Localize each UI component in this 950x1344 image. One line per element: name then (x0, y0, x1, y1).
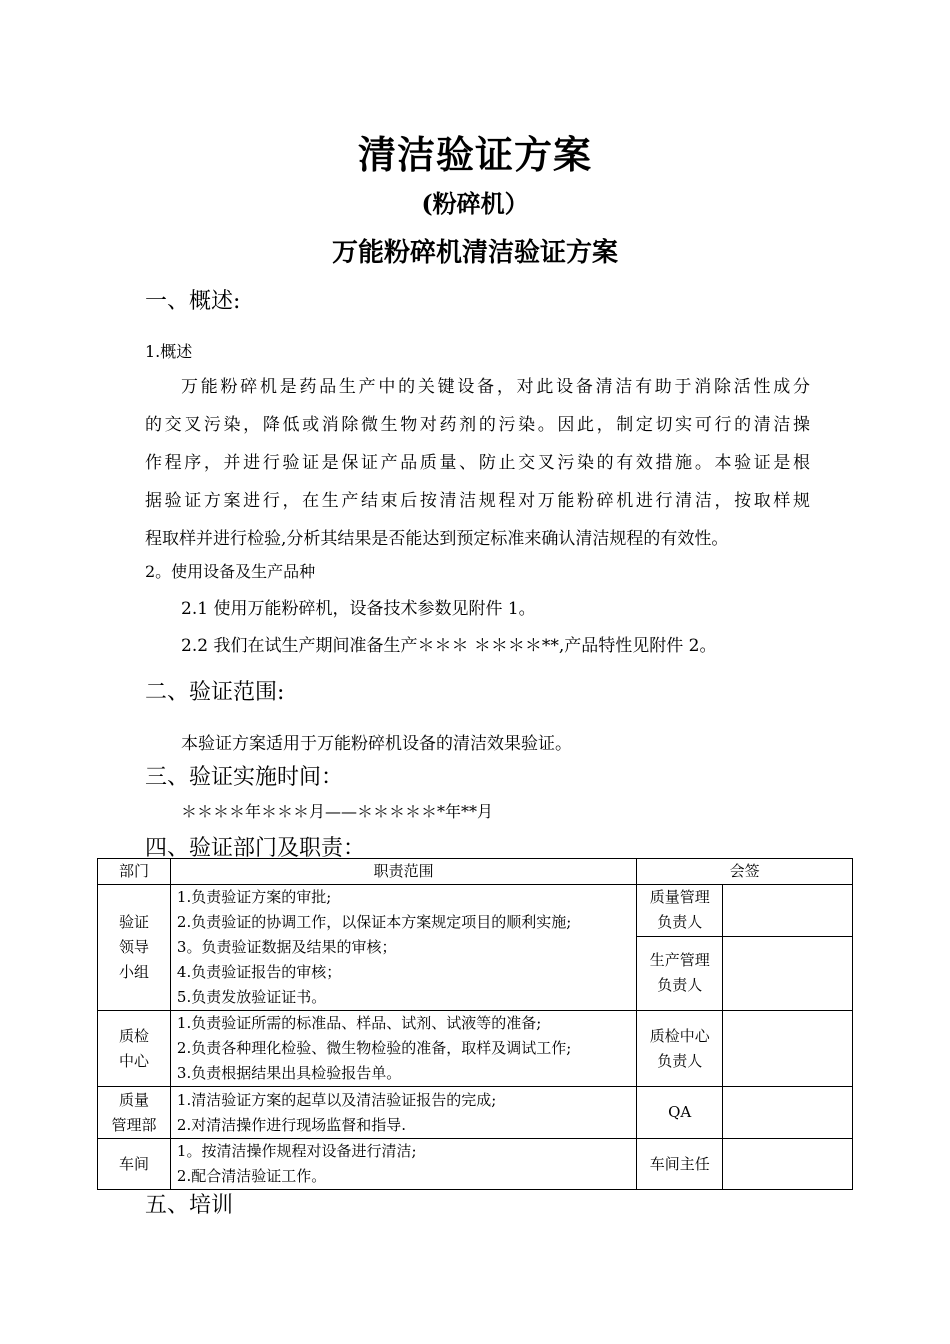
item-2-2: 2.2 我们在试生产期间准备生产＊＊＊ ＊＊＊＊**,产品特性见附件 2。 (181, 636, 717, 656)
section-3-heading: 三、验证实施时间： (145, 765, 344, 790)
table-row (98, 885, 853, 937)
signer-line: 负责人 (657, 913, 703, 932)
signer-line: QA (668, 1103, 692, 1121)
signature-field[interactable] (723, 936, 853, 1010)
table-row (98, 1087, 853, 1139)
duties-cell (170, 885, 636, 1011)
signer-line: 生产管理 (649, 951, 710, 970)
department-cell (98, 1087, 171, 1139)
document-subtitle: (粉碎机） (421, 189, 529, 218)
signer-role-cell (637, 936, 723, 1010)
header-department: 部门 (98, 859, 171, 885)
signer-role-cell (637, 1011, 723, 1087)
signature-field[interactable] (723, 885, 853, 937)
paragraph-line: 万能粉碎机是药品生产中的关键设备，对此设备清洁有助于消除活性成分 (181, 377, 810, 397)
signature-field[interactable] (723, 1087, 853, 1139)
paragraph-line: 的交叉污染，降低或消除微生物对药剂的污染。因此，制定切实可行的清洁操 (145, 415, 810, 435)
header-signoff: 会签 (637, 859, 853, 885)
duty-item: 1.负责验证方案的审批; (176, 888, 332, 906)
overview-paragraph (145, 368, 810, 558)
duty-item: 3.负责根据结果出具检验报告单。 (176, 1064, 402, 1082)
department-line: 质检 (118, 1026, 149, 1045)
document-title: 清洁验证方案 (357, 132, 592, 177)
section-1-heading: 一、概述: (145, 289, 241, 314)
responsibility-table (97, 858, 853, 1190)
signer-role-cell (637, 1087, 723, 1139)
paragraph-line: 作程序，并进行验证是保证产品质量、防止交叉污染的有效措施。本验证是根 (145, 453, 810, 473)
duty-item: 2.对清洁操作进行现场监督和指导. (176, 1115, 407, 1134)
section-1-1-title: 1.概述 (145, 342, 193, 361)
table-row (98, 1011, 853, 1087)
section-3-text: ＊＊＊＊年＊＊＊月——＊＊＊＊＊*年**月 (181, 802, 494, 821)
duty-item: 2.负责各种理化检验、微生物检验的准备，取样及调试工作; (176, 1039, 572, 1057)
header-duties: 职责范围 (170, 859, 636, 885)
duty-item: 3。负责验证数据及结果的审核； (176, 938, 397, 956)
department-line: 车间 (118, 1154, 149, 1173)
department-cell (98, 885, 171, 1011)
duties-cell (170, 1139, 636, 1190)
department-line: 领导 (118, 938, 149, 956)
section-2-heading: 二、验证范围: (145, 680, 285, 705)
department-line: 小组 (118, 963, 149, 981)
department-cell (98, 1139, 171, 1190)
signer-role-cell (637, 885, 723, 937)
department-cell (98, 1011, 171, 1087)
document-subtitle-2: 万能粉碎机清洁验证方案 (331, 238, 618, 268)
duty-item: 5.负责发放验证证书。 (176, 988, 327, 1006)
department-line: 质量 (118, 1090, 149, 1109)
duty-item: 1.清洁验证方案的起草以及清洁验证报告的完成; (176, 1090, 497, 1109)
paragraph-line: 程取样并进行检验,分析其结果是否能达到预定标准来确认清洁规程的有效性。 (145, 529, 729, 549)
signer-line: 质量管理 (649, 888, 710, 907)
table-row (98, 1139, 853, 1190)
section-4-heading: 四、验证部门及职责： (145, 836, 366, 861)
signer-line: 负责人 (657, 1051, 703, 1070)
signature-field[interactable] (723, 1139, 853, 1190)
signer-line: 质检中心 (649, 1026, 710, 1045)
paragraph-line: 据验证方案进行，在生产结束后按清洁规程对万能粉碎机进行清洁，按取样规 (145, 491, 810, 511)
item-2-1: 2.1 使用万能粉碎机，设备技术参数见附件 1。 (181, 599, 536, 619)
section-5-heading: 五、培训 (145, 1193, 234, 1218)
signer-line: 车间主任 (649, 1154, 710, 1173)
signature-field[interactable] (723, 1011, 853, 1087)
duty-item: 2.配合清洁验证工作。 (176, 1167, 327, 1185)
department-line: 验证 (118, 913, 149, 931)
section-2-text: 本验证方案适用于万能粉碎机设备的清洁效果验证。 (181, 734, 572, 754)
table-header-row (98, 859, 853, 885)
duty-item: 1。按清洁操作规程对设备进行清洁; (176, 1142, 417, 1160)
duty-item: 4.负责验证报告的审核； (176, 963, 342, 981)
department-line: 中心 (118, 1051, 149, 1070)
signer-role-cell (637, 1139, 723, 1190)
signer-line: 负责人 (657, 976, 703, 995)
section-1-2-title: 2。使用设备及生产品种 (145, 562, 316, 581)
duties-cell (170, 1087, 636, 1139)
duty-item: 1.负责验证所需的标准品、样品、试剂、试液等的准备; (176, 1014, 542, 1032)
duties-cell (170, 1011, 636, 1087)
duty-item: 2.负责验证的协调工作，以保证本方案规定项目的顺利实施; (176, 913, 572, 931)
department-line: 管理部 (111, 1115, 157, 1134)
